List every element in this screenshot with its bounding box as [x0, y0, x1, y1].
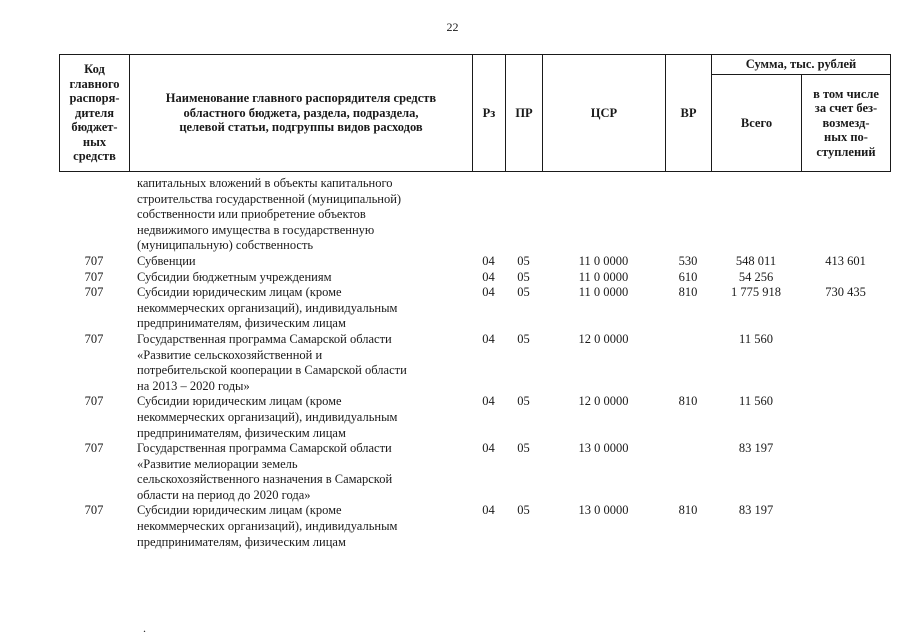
cell-pr: 05: [517, 253, 530, 268]
cell-rz: 04: [482, 503, 495, 518]
cell-pr: 05: [517, 331, 530, 346]
footer-mark: .: [143, 621, 146, 635]
cell-code: 707: [84, 394, 104, 409]
cell-name: Субсидии юридическим лицам (кроме некоммерческих организаций), индивидуальным предпринимателям, физическим лицам: [137, 394, 398, 440]
cell-rz: 04: [482, 285, 495, 300]
cell-rz: 04: [482, 269, 495, 284]
cell-pr: 05: [517, 285, 530, 300]
cell-pr: 05: [517, 503, 530, 518]
cell-name: Государственная программа Самарской области «Развитие мелиорации земель сельскохозяйственного назначения в Самарской области на период до 2020 года»: [137, 441, 393, 502]
table-row: [59, 270, 890, 286]
header-rz: Рз: [473, 55, 506, 172]
table-row: [59, 332, 890, 394]
cell-code: 707: [84, 253, 104, 268]
cell-code: 707: [84, 285, 104, 300]
header-pr: ПР: [506, 55, 543, 172]
header-vr: ВР: [666, 55, 712, 172]
cell-pr: 05: [517, 269, 530, 284]
cell-name: Государственная программа Самарской области «Развитие сельскохозяйственной и потребительской кооперации в Самарской области на 2013 – 2020 годы»: [137, 331, 407, 393]
cell-csr: 11 0 0000: [578, 253, 629, 268]
cell-total: 548 011: [735, 253, 777, 268]
cell-code: 707: [84, 269, 104, 284]
table-row: [59, 503, 890, 550]
header-code: Код главного распоря- дителя бюджет- ных средств: [60, 55, 130, 172]
table-row: [59, 176, 890, 254]
cell-csr: 13 0 0000: [578, 503, 629, 518]
cell-total: 83 197: [738, 503, 774, 518]
cell-csr: 12 0 0000: [578, 331, 629, 346]
table-header: [59, 54, 891, 172]
cell-total: 11 560: [739, 331, 773, 346]
cell-name: Субсидии юридическим лицам (кроме некоммерческих организаций), индивидуальным предпринимателям, физическим лицам: [137, 285, 398, 331]
cell-code: 707: [84, 441, 104, 456]
cell-vr: 530: [678, 253, 698, 268]
cell-total: 11 560: [739, 394, 773, 409]
cell-csr: 12 0 0000: [578, 394, 629, 409]
cell-incl: 730 435: [825, 285, 866, 300]
cell-vr: 610: [678, 269, 698, 284]
cell-name: Субсидии юридическим лицам (кроме некоммерческих организаций), индивидуальным предпринимателям, физическим лицам: [137, 503, 398, 549]
cell-vr: 810: [678, 285, 698, 300]
table-row: [59, 254, 890, 270]
cell-pr: 05: [517, 394, 530, 409]
cell-name: капитальных вложений в объекты капитального строительства государственной (муниципальной) собственности или приобретение объектов недвижимого имущества в государственную (муниципальную) собственность: [137, 176, 402, 253]
cell-rz: 04: [482, 253, 495, 268]
cell-rz: 04: [482, 441, 495, 456]
cell-csr: 13 0 0000: [578, 441, 629, 456]
cell-total: 54 256: [738, 269, 774, 284]
cell-name: Субсидии бюджетным учреждениям: [137, 269, 332, 284]
page-number: 22: [446, 20, 459, 34]
cell-name: Субвенции: [137, 253, 196, 268]
cell-csr: 11 0 0000: [578, 285, 629, 300]
table-row: [59, 285, 890, 332]
cell-rz: 04: [482, 394, 495, 409]
cell-code: 707: [84, 331, 104, 346]
cell-total: 83 197: [738, 441, 774, 456]
table-row: [59, 441, 890, 503]
header-csr: ЦСР: [543, 55, 666, 172]
cell-incl: 413 601: [825, 253, 866, 268]
header-incl: в том числе за счет без- возмезд- ных по- ступлений: [802, 75, 891, 172]
cell-total: 1 775 918: [731, 285, 781, 300]
cell-vr: 810: [678, 503, 698, 518]
cell-rz: 04: [482, 331, 495, 346]
header-total: Всего: [712, 75, 802, 172]
header-name: Наименование главного распорядителя средств областного бюджета, раздела, подраздела, целевой статьи, подгруппы видов расходов: [130, 55, 473, 172]
table-row: [59, 394, 890, 441]
header-sum: Сумма, тыс. рублей: [712, 55, 891, 75]
cell-code: 707: [84, 503, 104, 518]
cell-csr: 11 0 0000: [578, 269, 629, 284]
cell-pr: 05: [517, 441, 530, 456]
table-body: [59, 176, 890, 550]
cell-vr: 810: [678, 394, 698, 409]
